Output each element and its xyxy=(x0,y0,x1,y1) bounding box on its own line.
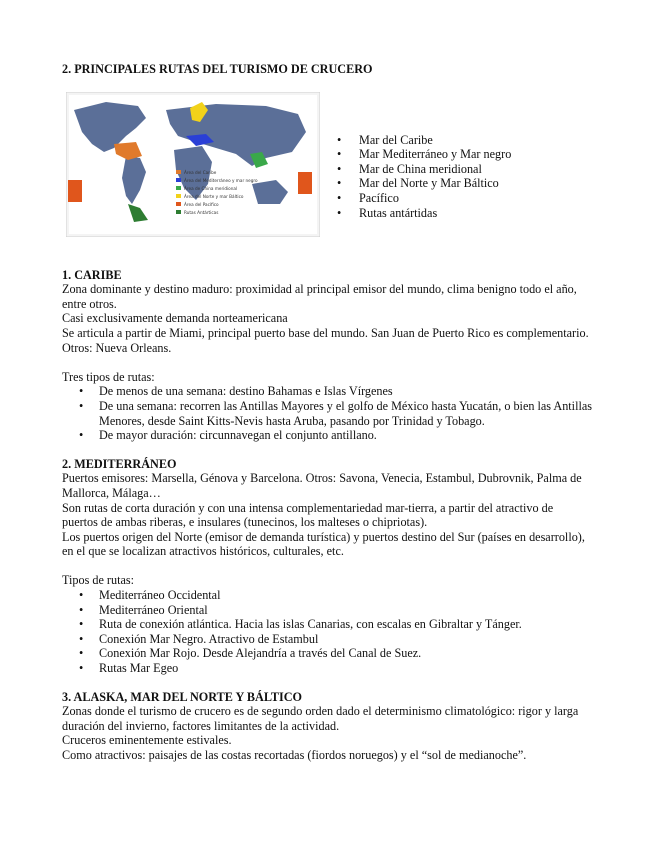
section-heading-caribe: 1. CARIBE xyxy=(62,267,122,282)
section-heading-mediterraneo: 2. MEDITERRÁNEO xyxy=(62,456,177,471)
legend-swatch xyxy=(176,202,181,206)
legend-label: Área del Pacífico xyxy=(184,201,219,207)
list-item: • Mar del Norte y Mar Báltico xyxy=(337,176,511,191)
list-item: • De una semana: recorren las Antillas Mayores y el golfo de México hasta Yucatán, o bien las Antillas Menores, desde Saint Kitts-Nevis hasta Aruba, pasando por Trinidad y Tobago. xyxy=(99,399,592,428)
list-item: • De menos de una semana: destino Bahamas e Islas Vírgenes xyxy=(99,384,592,399)
list-item: • Conexión Mar Rojo. Desde Alejandría a través del Canal de Suez. xyxy=(99,646,592,661)
list-item: • Conexión Mar Negro. Atractivo de Estambul xyxy=(99,632,592,647)
paragraph: Como atractivos: paisajes de las costas recortadas (fiordos noruegos) y el “sol de medianoche”. xyxy=(62,748,527,762)
section-heading-alaska: 3. ALASKA, MAR DEL NORTE Y BÁLTICO xyxy=(62,689,302,704)
document-page xyxy=(62,62,592,763)
legend-swatch xyxy=(176,186,181,190)
list-item: • Mar del Caribe xyxy=(337,133,511,148)
paragraph: Cruceros eminentemente estivales. xyxy=(62,733,232,748)
legend-label: Área del Norte y mar Báltico xyxy=(184,193,244,199)
area-pacifico-right xyxy=(298,172,312,194)
legend-label: Área de China meridional xyxy=(184,185,238,191)
list-item: • Mar Mediterráneo y Mar negro xyxy=(337,147,511,162)
list-item: • Pacífico xyxy=(337,191,511,206)
paragraph: Puertos emisores: Marsella, Génova y Barcelona. Otros: Savona, Venecia, Estambul, Dubrovnik, Palma de Mallorca, Málaga… xyxy=(62,471,582,500)
legend-label: Área del Mediterráneo y mar negro xyxy=(184,177,258,183)
paragraph: Se articula a partir de Miami, principal puerto base del mundo. San Juan de Puerto Rico es complementario. Otros: Nueva Orleans. xyxy=(62,325,589,355)
routes-intro: Tipos de rutas: xyxy=(62,573,135,588)
list-item: • Mediterráneo Occidental xyxy=(99,588,592,603)
map-section xyxy=(62,92,592,240)
list-item: • Mar de China meridional xyxy=(337,162,511,177)
legend-swatch xyxy=(176,210,181,214)
routes-intro: Tres tipos de rutas: xyxy=(62,369,155,384)
page-title: 2. PRINCIPALES RUTAS DEL TURISMO DE CRUCERO xyxy=(62,62,373,76)
paragraph: Son rutas de corta duración y con una intensa complementariedad mar-tierra, a partir del atractivo de puertos de ambas riberas, e insulares (tunecinos, los malteses o chipriotas). xyxy=(62,500,554,530)
legend-swatch xyxy=(176,178,181,182)
legend-swatch xyxy=(176,170,181,174)
paragraph: Los puertos origen del Norte (emisor de demanda turística) y puertos destino del Sur (países en desarrollo), en el que se localizan atractivos históricos, culturales, etc. xyxy=(62,529,585,559)
mediterraneo-routes-list xyxy=(62,588,592,676)
list-item: • Rutas antártidas xyxy=(337,206,511,221)
legend-label: Rutas Antárticas xyxy=(184,209,219,215)
caribe-routes-list xyxy=(62,384,592,442)
paragraph: Casi exclusivamente demanda norteamericana xyxy=(62,311,288,326)
area-pacifico-left xyxy=(68,180,82,202)
list-item: • Rutas Mar Egeo xyxy=(99,661,592,676)
list-item: • Mediterráneo Oriental xyxy=(99,603,592,618)
world-map-figure xyxy=(66,92,320,237)
legend-swatch xyxy=(176,194,181,198)
list-item: • De mayor duración: circunnavegan el conjunto antillano. xyxy=(99,428,592,443)
legend-label: Área del Caribe xyxy=(184,169,217,175)
map-areas-list xyxy=(337,133,511,221)
paragraph: Zonas donde el turismo de crucero es de segundo orden dado el determinismo climatológico: rigor y larga duración del invierno, factores limitantes de la actividad. xyxy=(62,704,579,733)
list-item: • Ruta de conexión atlántica. Hacia las islas Canarias, con escalas en Gibraltar y Tánger. xyxy=(99,617,592,632)
paragraph: Zona dominante y destino maduro: proximidad al principal emisor del mundo, clima benigno todo el año, entre otros. xyxy=(62,282,577,311)
